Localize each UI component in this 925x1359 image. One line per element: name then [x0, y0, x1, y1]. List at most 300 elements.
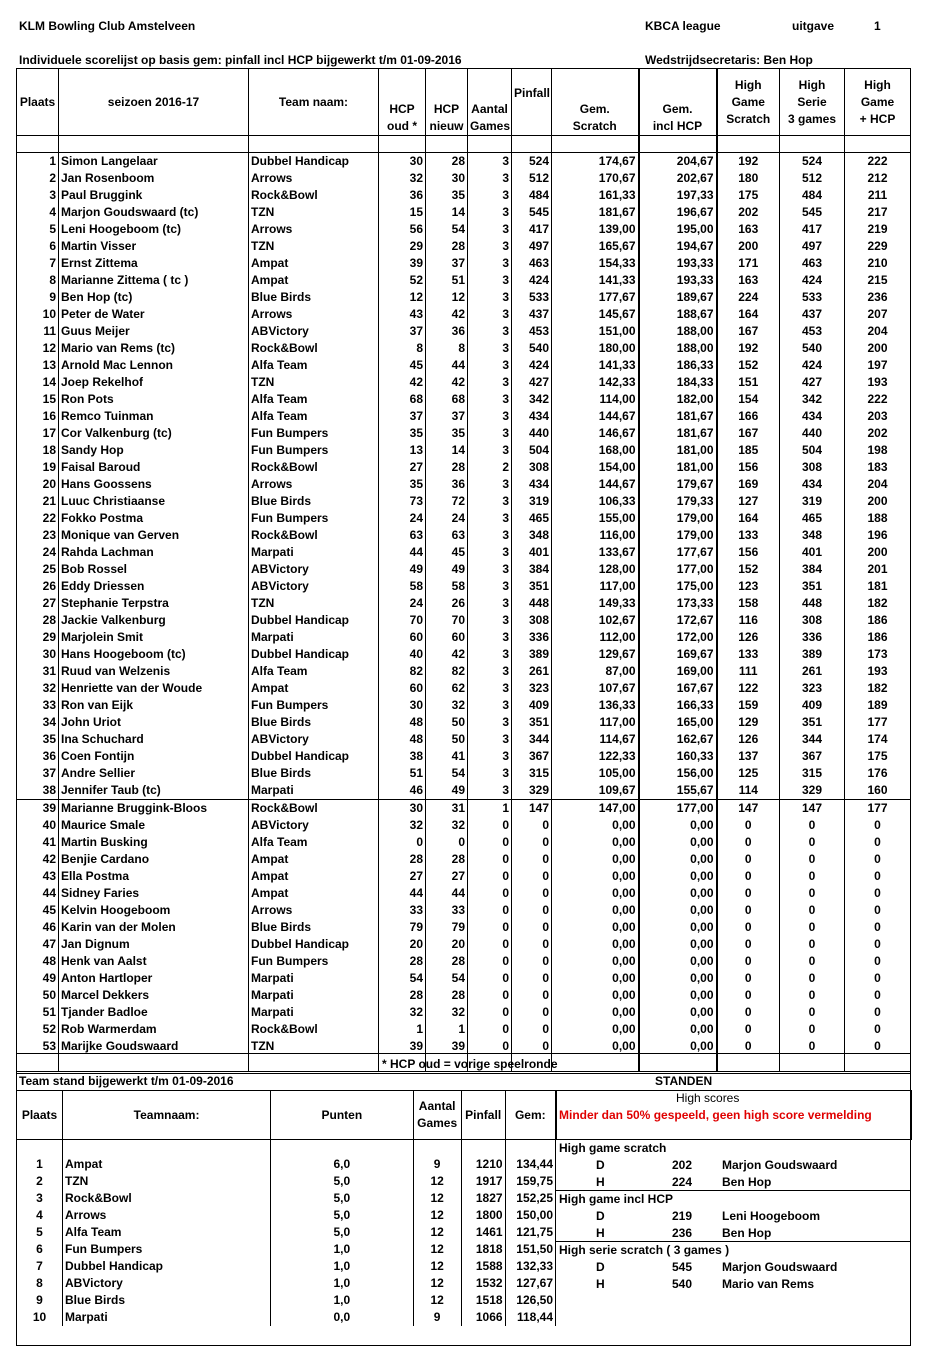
cell-name: Hans Hoogeboom (tc): [59, 646, 249, 663]
cell-high-game-scratch: 111: [717, 663, 780, 680]
cell-high-serie: 417: [780, 221, 845, 238]
cell-high-serie: 261: [780, 663, 845, 680]
cell-hcp-oud: 42: [379, 374, 426, 391]
cell-name: Leni Hoogeboom (tc): [59, 221, 249, 238]
cell-gem-scratch: 0,00: [552, 919, 639, 936]
cell-high-serie: 389: [780, 646, 845, 663]
uitgave-value: 1: [874, 19, 881, 33]
cell-high-game-hcp: 177: [845, 714, 911, 731]
cell-team: ABVictory: [249, 561, 379, 578]
cell-name: Jan Rosenboom: [59, 170, 249, 187]
table-header-row: [17, 69, 911, 136]
cell-high-serie: 434: [780, 408, 845, 425]
cell-gem-hcp: 169,67: [639, 646, 717, 663]
cell-gem-scratch: 181,67: [552, 204, 639, 221]
cell-aantal-games: 3: [468, 527, 512, 544]
cell-high-serie: 0: [780, 885, 845, 902]
table-row: [17, 834, 911, 851]
high-scores-title: High scores: [676, 1091, 740, 1105]
cell-aantal-games: 3: [468, 544, 512, 561]
cell-high-game-scratch: 0: [717, 936, 780, 953]
cell-pinfall: 0: [512, 936, 552, 953]
cell-name: Remco Tuinman: [59, 408, 249, 425]
team-row: [17, 1241, 556, 1258]
high-score-player: Marjon Goudswaard: [722, 1260, 838, 1274]
cell-high-serie: 336: [780, 629, 845, 646]
cell-high-serie: 0: [780, 1038, 845, 1055]
cell-plaats: 5: [17, 221, 59, 238]
cell-hcp-nieuw: 28: [426, 851, 468, 868]
cell-hcp-nieuw: 44: [426, 885, 468, 902]
cell-hcp-oud: 30: [379, 697, 426, 714]
cell-gem-scratch: 0,00: [552, 1038, 639, 1055]
cell-gem-scratch: 0,00: [552, 970, 639, 987]
club-title: KLM Bowling Club Amstelveen: [19, 19, 196, 33]
cell-hcp-oud: 1: [379, 1021, 426, 1038]
cell-hcp-nieuw: 42: [426, 374, 468, 391]
cell-pinfall: 342: [512, 391, 552, 408]
cell-gem-scratch: 141,33: [552, 357, 639, 374]
cell-plaats: 29: [17, 629, 59, 646]
cell-aantal-games: 2: [468, 459, 512, 476]
cell-aantal-games: 0: [468, 919, 512, 936]
cell-gem-hcp: 179,67: [639, 476, 717, 493]
cell-name: Arnold Mac Lennon: [59, 357, 249, 374]
cell-gem-scratch: 0,00: [552, 902, 639, 919]
cell-team: Dubbel Handicap: [249, 153, 379, 171]
cell-name: Jan Dignum: [59, 936, 249, 953]
cell-name: Faisal Baroud: [59, 459, 249, 476]
cell-high-serie: 329: [780, 782, 845, 800]
cell-aantal-games: 3: [468, 272, 512, 289]
cell-team: Blue Birds: [249, 714, 379, 731]
cell-gem-scratch: 0,00: [552, 936, 639, 953]
cell-high-game-scratch: 137: [717, 748, 780, 765]
cell-team-pinfall: 1066: [461, 1309, 505, 1326]
cell-name: Ernst Zittema: [59, 255, 249, 272]
cell-aantal-games: 3: [468, 170, 512, 187]
cell-high-game-scratch: 0: [717, 902, 780, 919]
cell-high-game-hcp: 200: [845, 544, 911, 561]
cell-hcp-nieuw: 14: [426, 442, 468, 459]
cell-hcp-oud: 37: [379, 323, 426, 340]
cell-team-gem: 127,67: [505, 1275, 555, 1292]
cell-high-game-hcp: 222: [845, 153, 911, 171]
table-row: [17, 510, 911, 527]
cell-hcp-oud: 54: [379, 970, 426, 987]
cell-gem-scratch: 0,00: [552, 1004, 639, 1021]
cell-hcp-oud: 30: [379, 800, 426, 818]
cell-gem-hcp: 193,33: [639, 255, 717, 272]
cell-hcp-oud: 52: [379, 272, 426, 289]
cell-gem-scratch: 87,00: [552, 663, 639, 680]
cell-team-gem: 134,44: [505, 1156, 555, 1173]
table-row: [17, 782, 911, 800]
cell-gem-hcp: 188,00: [639, 340, 717, 357]
cell-hcp-nieuw: 51: [426, 272, 468, 289]
cell-gem-hcp: 0,00: [639, 902, 717, 919]
cell-hcp-nieuw: 72: [426, 493, 468, 510]
cell-gem-hcp: 177,67: [639, 544, 717, 561]
cell-aantal-games: 0: [468, 987, 512, 1004]
cell-gem-scratch: 177,67: [552, 289, 639, 306]
cell-team-aantal: 12: [413, 1207, 461, 1224]
cell-team: Blue Birds: [249, 919, 379, 936]
cell-high-serie: 545: [780, 204, 845, 221]
cell-hcp-oud: 46: [379, 782, 426, 800]
cell-plaats: 6: [17, 238, 59, 255]
cell-high-game-hcp: 188: [845, 510, 911, 527]
cell-high-serie: 0: [780, 817, 845, 834]
cell-hcp-oud: 32: [379, 817, 426, 834]
cell-aantal-games: 3: [468, 425, 512, 442]
cell-team-aantal: 12: [413, 1292, 461, 1309]
cell-hcp-oud: 39: [379, 255, 426, 272]
cell-team: Ampat: [249, 885, 379, 902]
cell-high-game-scratch: 200: [717, 238, 780, 255]
cell-hcp-nieuw: 1: [426, 1021, 468, 1038]
cell-pinfall: 0: [512, 868, 552, 885]
cell-gem-hcp: 172,00: [639, 629, 717, 646]
cell-high-game-hcp: 204: [845, 323, 911, 340]
cell-pinfall: 545: [512, 204, 552, 221]
cell-team: Rock&Bowl: [249, 800, 379, 818]
high-score-type: H: [596, 1175, 605, 1189]
cell-gem-scratch: 133,67: [552, 544, 639, 561]
cell-name: Tjander Badloe: [59, 1004, 249, 1021]
cell-hcp-oud: 56: [379, 221, 426, 238]
cell-hcp-nieuw: 26: [426, 595, 468, 612]
team-row: [17, 1156, 556, 1173]
cell-high-serie: 0: [780, 919, 845, 936]
cell-name: Martin Busking: [59, 834, 249, 851]
cell-plaats: 7: [17, 255, 59, 272]
cell-high-game-hcp: 210: [845, 255, 911, 272]
table-row: [17, 374, 911, 391]
cell-high-serie: 424: [780, 272, 845, 289]
col-high-game-scratch: High Game Scratch: [717, 69, 780, 136]
team-row: [17, 1275, 556, 1292]
cell-aantal-games: 3: [468, 204, 512, 221]
cell-hcp-nieuw: 32: [426, 1004, 468, 1021]
cell-gem-scratch: 145,67: [552, 306, 639, 323]
cell-aantal-games: 3: [468, 714, 512, 731]
team-row: [17, 1292, 556, 1309]
cell-hcp-oud: 30: [379, 153, 426, 171]
cell-team: Dubbel Handicap: [249, 612, 379, 629]
cell-high-game-hcp: 0: [845, 987, 911, 1004]
cell-gem-hcp: 166,33: [639, 697, 717, 714]
cell-pinfall: 0: [512, 970, 552, 987]
cell-pinfall: 308: [512, 459, 552, 476]
cell-hcp-nieuw: 24: [426, 510, 468, 527]
cell-gem-scratch: 142,33: [552, 374, 639, 391]
cell-pinfall: 0: [512, 817, 552, 834]
cell-high-game-scratch: 164: [717, 510, 780, 527]
cell-high-serie: 401: [780, 544, 845, 561]
cell-plaats: 32: [17, 680, 59, 697]
cell-hcp-nieuw: 68: [426, 391, 468, 408]
cell-pinfall: 465: [512, 510, 552, 527]
cell-high-game-scratch: 0: [717, 1021, 780, 1038]
cell-name: Kelvin Hoogeboom: [59, 902, 249, 919]
cell-aantal-games: 3: [468, 697, 512, 714]
table-row: [17, 459, 911, 476]
cell-plaats: 20: [17, 476, 59, 493]
cell-name: John Uriot: [59, 714, 249, 731]
table-row: [17, 357, 911, 374]
cell-pinfall: 344: [512, 731, 552, 748]
team-row: [17, 1207, 556, 1224]
cell-hcp-oud: 44: [379, 885, 426, 902]
cell-plaats: 36: [17, 748, 59, 765]
cell-hcp-oud: 24: [379, 510, 426, 527]
cell-high-game-hcp: 0: [845, 953, 911, 970]
cell-gem-hcp: 184,33: [639, 374, 717, 391]
cell-name: Guus Meijer: [59, 323, 249, 340]
cell-hcp-nieuw: 50: [426, 714, 468, 731]
cell-pinfall: 336: [512, 629, 552, 646]
high-score-group-title: High serie scratch ( 3 games ): [559, 1243, 730, 1257]
cell-hcp-nieuw: 42: [426, 646, 468, 663]
cell-hcp-oud: 45: [379, 357, 426, 374]
cell-gem-hcp: 188,67: [639, 306, 717, 323]
cell-team: Fun Bumpers: [249, 442, 379, 459]
cell-pinfall: 401: [512, 544, 552, 561]
cell-team-gem: 121,75: [505, 1224, 555, 1241]
cell-aantal-games: 0: [468, 1021, 512, 1038]
cell-plaats: 52: [17, 1021, 59, 1038]
cell-team: Rock&Bowl: [249, 1021, 379, 1038]
cell-name: Eddy Driessen: [59, 578, 249, 595]
cell-high-game-scratch: 166: [717, 408, 780, 425]
table-row: [17, 817, 911, 834]
cell-team: Rock&Bowl: [249, 340, 379, 357]
cell-gem-scratch: 112,00: [552, 629, 639, 646]
cell-name: Monique van Gerven: [59, 527, 249, 544]
cell-team-gem: 152,25: [505, 1190, 555, 1207]
cell-gem-scratch: 0,00: [552, 885, 639, 902]
cell-team-punten: 5,0: [271, 1173, 413, 1190]
cell-hcp-nieuw: 37: [426, 255, 468, 272]
col-aantal-games: Aantal Games: [468, 69, 512, 136]
footnote: * HCP oud = vorige speelronde: [382, 1057, 558, 1071]
cell-plaats: 9: [17, 289, 59, 306]
high-score-value: 540: [672, 1277, 693, 1291]
cell-gem-scratch: 109,67: [552, 782, 639, 800]
cell-plaats: 33: [17, 697, 59, 714]
cell-high-game-hcp: 200: [845, 340, 911, 357]
standen-label: STANDEN: [655, 1074, 713, 1088]
cell-high-game-hcp: 0: [845, 1021, 911, 1038]
cell-gem-hcp: 179,00: [639, 527, 717, 544]
cell-pinfall: 329: [512, 782, 552, 800]
cell-aantal-games: 3: [468, 782, 512, 800]
table-row: [17, 272, 911, 289]
table-row: [17, 902, 911, 919]
cell-high-game-hcp: 0: [845, 834, 911, 851]
cell-high-game-scratch: 151: [717, 374, 780, 391]
cell-plaats: 25: [17, 561, 59, 578]
cell-gem-scratch: 0,00: [552, 851, 639, 868]
cell-hcp-nieuw: 28: [426, 987, 468, 1004]
cell-team: Ampat: [249, 255, 379, 272]
cell-high-serie: 465: [780, 510, 845, 527]
cell-hcp-oud: 8: [379, 340, 426, 357]
cell-team: Fun Bumpers: [249, 697, 379, 714]
cell-gem-hcp: 0,00: [639, 885, 717, 902]
cell-team-name: Alfa Team: [63, 1224, 271, 1241]
cell-gem-hcp: 172,67: [639, 612, 717, 629]
subtitle: Individuele scorelijst op basis gem: pinfall incl HCP bijgewerkt t/m 01-09-2016: [19, 53, 462, 67]
cell-high-game-scratch: 0: [717, 851, 780, 868]
cell-high-serie: 315: [780, 765, 845, 782]
cell-team-pinfall: 1917: [461, 1173, 505, 1190]
cell-aantal-games: 3: [468, 221, 512, 238]
cell-team-punten: 1,0: [271, 1241, 413, 1258]
cell-team: Marpati: [249, 987, 379, 1004]
cell-hcp-oud: 48: [379, 714, 426, 731]
table-row: [17, 306, 911, 323]
cell-hcp-nieuw: 50: [426, 731, 468, 748]
cell-high-game-hcp: 177: [845, 800, 911, 818]
cell-team: Fun Bumpers: [249, 953, 379, 970]
uitgave-label: uitgave: [792, 19, 835, 33]
cell-high-game-scratch: 224: [717, 289, 780, 306]
cell-hcp-oud: 60: [379, 680, 426, 697]
cell-gem-scratch: 141,33: [552, 272, 639, 289]
cell-team: Ampat: [249, 272, 379, 289]
cell-team-pinfall: 1800: [461, 1207, 505, 1224]
cell-team: Blue Birds: [249, 765, 379, 782]
cell-high-game-hcp: 189: [845, 697, 911, 714]
cell-pinfall: 0: [512, 851, 552, 868]
cell-gem-hcp: 177,00: [639, 561, 717, 578]
cell-gem-scratch: 180,00: [552, 340, 639, 357]
cell-high-game-hcp: 193: [845, 374, 911, 391]
cell-high-game-scratch: 0: [717, 817, 780, 834]
cell-pinfall: 504: [512, 442, 552, 459]
cell-hcp-nieuw: 37: [426, 408, 468, 425]
cell-team-pinfall: 1827: [461, 1190, 505, 1207]
cell-hcp-oud: 24: [379, 595, 426, 612]
cell-aantal-games: 0: [468, 1038, 512, 1055]
cell-gem-scratch: 122,33: [552, 748, 639, 765]
cell-high-serie: 0: [780, 953, 845, 970]
cell-high-game-hcp: 186: [845, 629, 911, 646]
table-row: [17, 936, 911, 953]
cell-team: Ampat: [249, 868, 379, 885]
team-col-punten: Punten: [271, 1091, 413, 1140]
cell-high-serie: 497: [780, 238, 845, 255]
cell-aantal-games: 3: [468, 663, 512, 680]
cell-high-serie: 0: [780, 902, 845, 919]
cell-team-plaats: 8: [17, 1275, 63, 1292]
cell-gem-scratch: 107,67: [552, 680, 639, 697]
cell-high-serie: 308: [780, 459, 845, 476]
cell-gem-hcp: 0,00: [639, 817, 717, 834]
cell-pinfall: 0: [512, 1021, 552, 1038]
table-row: [17, 238, 911, 255]
cell-plaats: 35: [17, 731, 59, 748]
cell-aantal-games: 3: [468, 340, 512, 357]
cell-plaats: 21: [17, 493, 59, 510]
cell-team-gem: 132,33: [505, 1258, 555, 1275]
cell-high-serie: 512: [780, 170, 845, 187]
cell-name: Marijke Goudswaard: [59, 1038, 249, 1055]
cell-hcp-nieuw: 35: [426, 187, 468, 204]
cell-high-game-hcp: 176: [845, 765, 911, 782]
cell-high-game-scratch: 126: [717, 629, 780, 646]
cell-team-gem: 118,44: [505, 1309, 555, 1326]
cell-name: Marcel Dekkers: [59, 987, 249, 1004]
table-row: [17, 868, 911, 885]
cell-team-aantal: 12: [413, 1275, 461, 1292]
cell-gem-hcp: 179,00: [639, 510, 717, 527]
cell-gem-scratch: 170,67: [552, 170, 639, 187]
cell-team: Blue Birds: [249, 493, 379, 510]
high-score-group-title: High game scratch: [559, 1141, 667, 1155]
cell-name: Marjolein Smit: [59, 629, 249, 646]
spacer-row: [17, 136, 911, 153]
cell-pinfall: 540: [512, 340, 552, 357]
cell-team-plaats: 3: [17, 1190, 63, 1207]
cell-team-aantal: 9: [413, 1156, 461, 1173]
cell-aantal-games: 0: [468, 885, 512, 902]
cell-hcp-nieuw: 14: [426, 204, 468, 221]
cell-gem-hcp: 0,00: [639, 868, 717, 885]
cell-high-game-scratch: 129: [717, 714, 780, 731]
cell-gem-scratch: 149,33: [552, 595, 639, 612]
cell-plaats: 40: [17, 817, 59, 834]
cell-plaats: 37: [17, 765, 59, 782]
cell-team-name: Rock&Bowl: [63, 1190, 271, 1207]
cell-name: Coen Fontijn: [59, 748, 249, 765]
cell-team-pinfall: 1818: [461, 1241, 505, 1258]
cell-gem-scratch: 165,67: [552, 238, 639, 255]
cell-pinfall: 0: [512, 902, 552, 919]
table-row: [17, 221, 911, 238]
cell-plaats: 27: [17, 595, 59, 612]
cell-pinfall: 0: [512, 953, 552, 970]
cell-aantal-games: 3: [468, 357, 512, 374]
cell-gem-hcp: 193,33: [639, 272, 717, 289]
cell-gem-hcp: 188,00: [639, 323, 717, 340]
col-gem-hcp: Gem. incl HCP: [639, 69, 717, 136]
cell-plaats: 45: [17, 902, 59, 919]
cell-name: Andre Sellier: [59, 765, 249, 782]
cell-team: Alfa Team: [249, 663, 379, 680]
cell-team: ABVictory: [249, 817, 379, 834]
cell-high-game-scratch: 202: [717, 204, 780, 221]
cell-team-plaats: 5: [17, 1224, 63, 1241]
cell-high-serie: 344: [780, 731, 845, 748]
high-score-divider: [556, 1190, 910, 1191]
cell-high-game-scratch: 154: [717, 391, 780, 408]
high-score-divider: [556, 1241, 910, 1242]
secretary: Wedstrijdsecretaris: Ben Hop: [645, 53, 813, 67]
cell-team-pinfall: 1518: [461, 1292, 505, 1309]
cell-team: Rock&Bowl: [249, 187, 379, 204]
cell-aantal-games: 3: [468, 493, 512, 510]
cell-team-pinfall: 1210: [461, 1156, 505, 1173]
cell-high-game-scratch: 125: [717, 765, 780, 782]
cell-high-game-scratch: 185: [717, 442, 780, 459]
cell-hcp-oud: 51: [379, 765, 426, 782]
individual-score-table: [16, 68, 911, 1072]
cell-gem-hcp: 181,00: [639, 459, 717, 476]
cell-team-name: Arrows: [63, 1207, 271, 1224]
